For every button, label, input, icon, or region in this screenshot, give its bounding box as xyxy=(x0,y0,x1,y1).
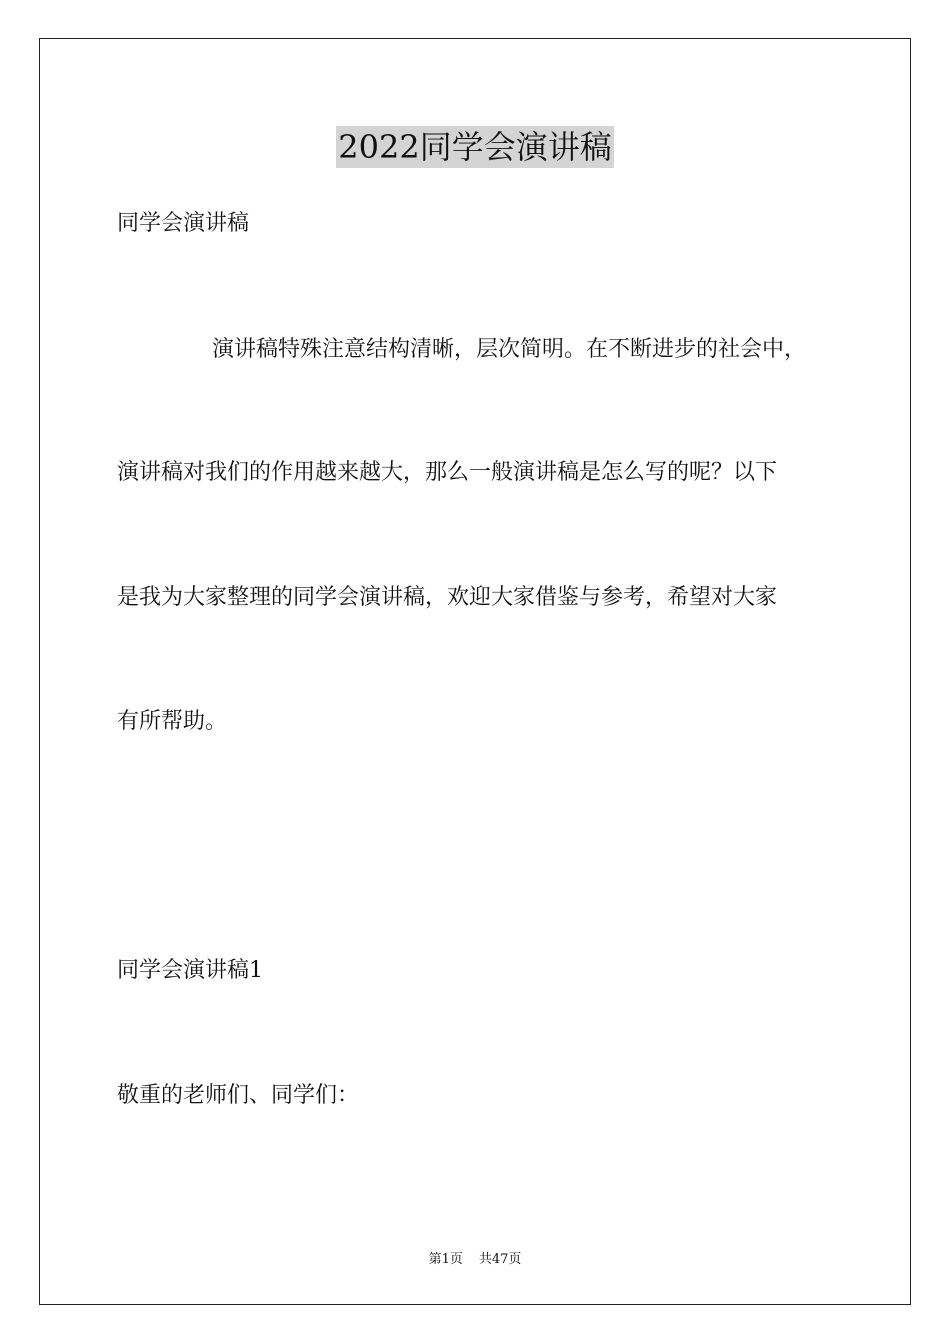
paragraph-line: 是我为大家整理的同学会演讲稿，欢迎大家借鉴与参考，希望对大家 xyxy=(117,585,778,610)
title-container xyxy=(0,126,950,168)
page-footer xyxy=(0,1248,950,1267)
document-title: 2022同学会演讲稿 xyxy=(338,128,612,166)
paragraph-line: 演讲稿特殊注意结构清晰，层次简明。在不断进步的社会中， xyxy=(212,337,807,362)
salutation: 敬重的老师们、同学们： xyxy=(117,1083,360,1108)
subtitle: 同学会演讲稿 xyxy=(117,211,250,236)
page-number-total: 共47页 xyxy=(478,1252,522,1267)
page-number-current: 第1页 xyxy=(428,1252,463,1267)
paragraph-line: 演讲稿对我们的作用越来越大，那么一般演讲稿是怎么写的呢？以下 xyxy=(117,460,778,485)
section-heading: 同学会演讲稿1 xyxy=(117,958,263,983)
paragraph-line: 有所帮助。 xyxy=(117,709,228,734)
